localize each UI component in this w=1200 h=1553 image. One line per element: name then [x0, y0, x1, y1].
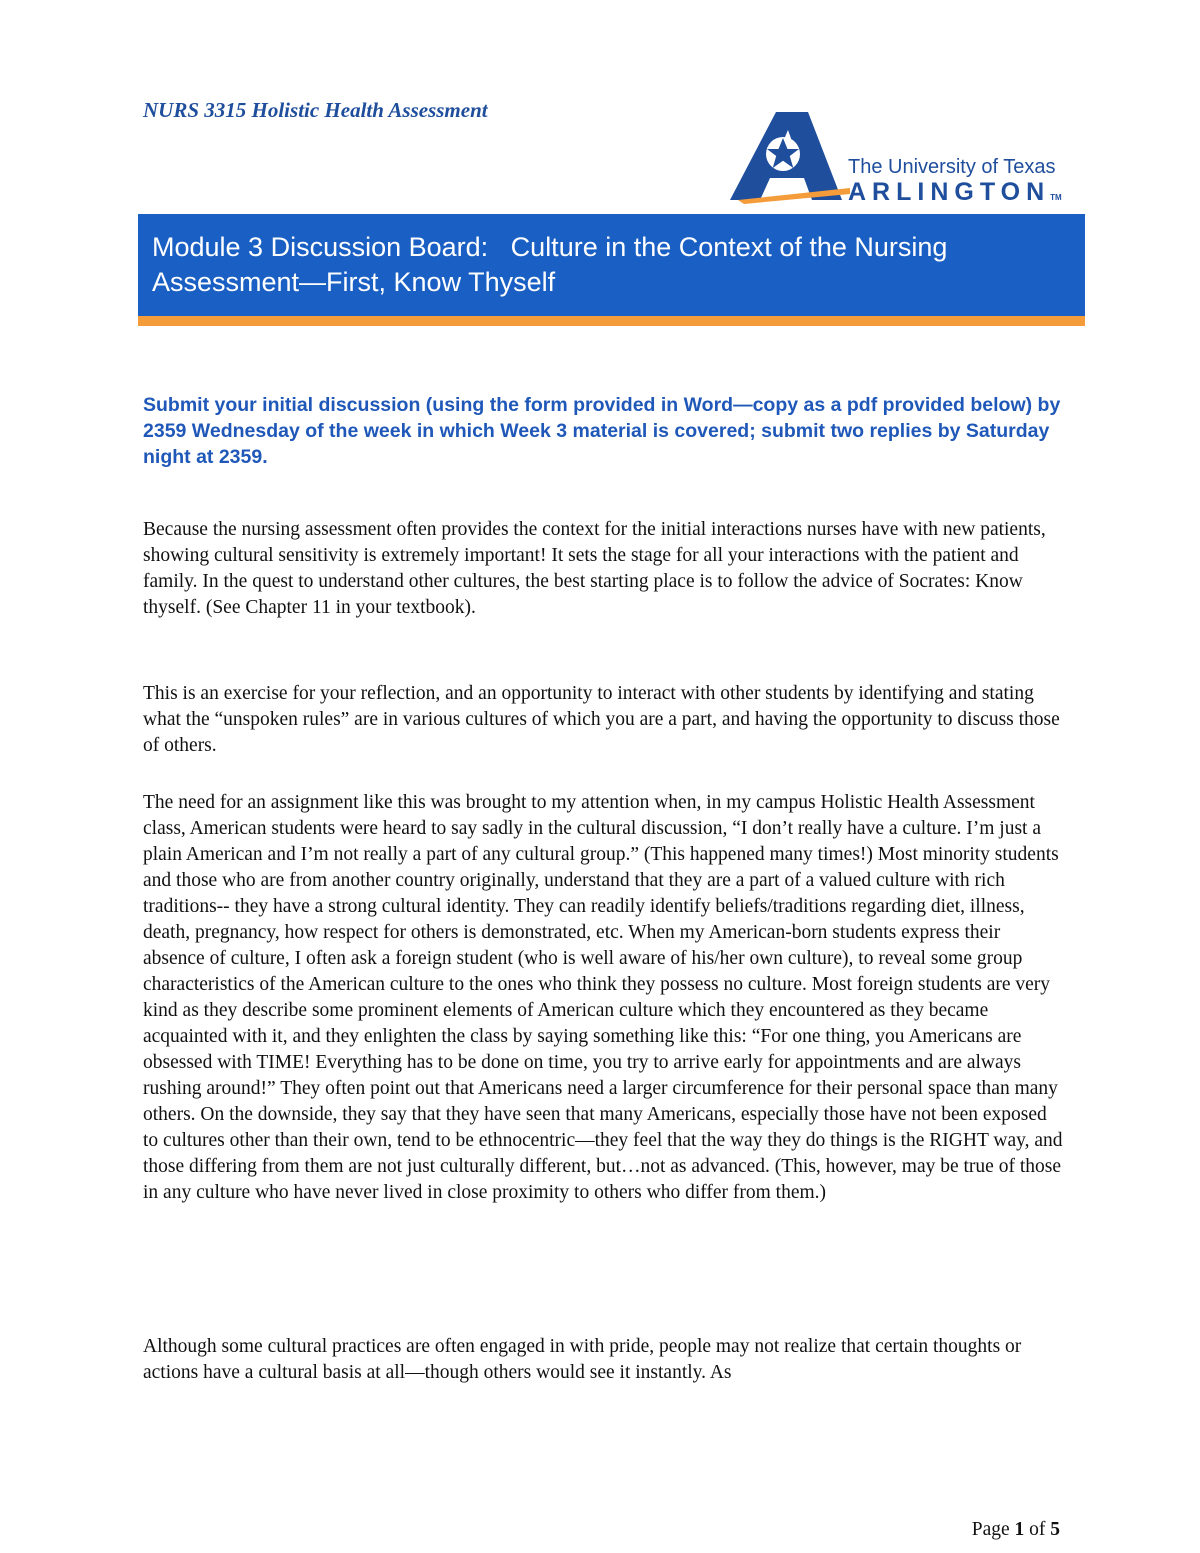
page-total: 5 — [1050, 1519, 1060, 1540]
logo-trademark: TM — [1050, 193, 1062, 202]
uta-a-star-logo-icon — [730, 112, 850, 208]
submission-instructions: Submit your initial discussion (using the form provided in Word—copy as a pdf provided below) by 2359 Wednesday of the week in which Week 3 material is covered; submit two replies by Saturday night at 2359. — [143, 394, 1061, 468]
page-current: 1 — [1014, 1519, 1025, 1540]
module-title-banner — [138, 214, 1085, 327]
university-logo — [730, 112, 1070, 208]
banner-orange-stripe — [138, 316, 1085, 326]
page-word: Page — [971, 1519, 1010, 1540]
module-title: Module 3 Discussion Board: Culture in the Context of the Nursing Assessment—First, Know Thyself — [152, 232, 954, 297]
course-header: NURS 3315 Holistic Health Assessment — [143, 98, 488, 122]
paragraph-exercise: This is an exercise for your reflection, and an opportunity to interact with other students by identifying and stating what the “unspoken rules” are in various cultures of which you are a part, and having the opportunity to discuss those of others. — [143, 683, 1060, 756]
logo-arlington-line — [848, 178, 1062, 207]
logo-arlington-word: ARLINGTON — [848, 178, 1051, 206]
paragraph-background: The need for an assignment like this was brought to my attention when, in my campus Holistic Health Assessment class, American students were heard to say sadly in the cultural discussion, “I don’t really have a culture. I’m just a plain American and I’m not really a part of any cultural group.” (This happened many times!) Most minority students and those who are from another country originally, understand that they are a part of a valued culture with rich traditions-- they have a strong cultural identity. They can readily identify beliefs/traditions regarding diet, illness, death, pregnancy, how respect for others is demonstrated, etc. When my American-born students express their absence of culture, I often ask a foreign student (who is well aware of his/her own culture), to reveal some group characteristics of the American culture to the ones who think they possess no culture. Most foreign students are very kind as they describe some prominent elements of American culture which they encountered as they became acquainted with it, and they enlighten the class by saying something like this: “For one thing, you Americans are obsessed with TIME! Everything has to be done on time, you try to arrive early for appointments and are always rushing around!” They often point out that Americans need a larger circumference for their personal space than many others. On the downside, they say that they have seen that many Americans, especially those have not been exposed to cultures other than their own, tend to be ethnocentric—they feel that the way they do things is the RIGHT way, and those differing from them are not just culturally different, but…not as advanced. (This, however, may be true of those in any culture who have never lived in close proximity to others who differ from them.) — [143, 792, 1063, 1203]
paragraph-intro: Because the nursing assessment often provides the context for the initial interactions nurses have with new patients, showing cultural sensitivity is extremely important! It sets the stage for all your interactions with the patient and family. In the quest to understand other cultures, the best starting place is to follow the advice of Socrates: Know thyself. (See Chapter 11 in your textbook). — [143, 519, 1046, 618]
page-of-word: of — [1029, 1519, 1046, 1540]
paragraph-cultural-practices: Although some cultural practices are often engaged in with pride, people may not realize that certain thoughts or actions have a cultural basis at all—though others would see it instantly. As — [143, 1336, 1022, 1383]
logo-university-line: The University of Texas — [848, 156, 1056, 178]
page-number — [920, 1519, 1060, 1541]
